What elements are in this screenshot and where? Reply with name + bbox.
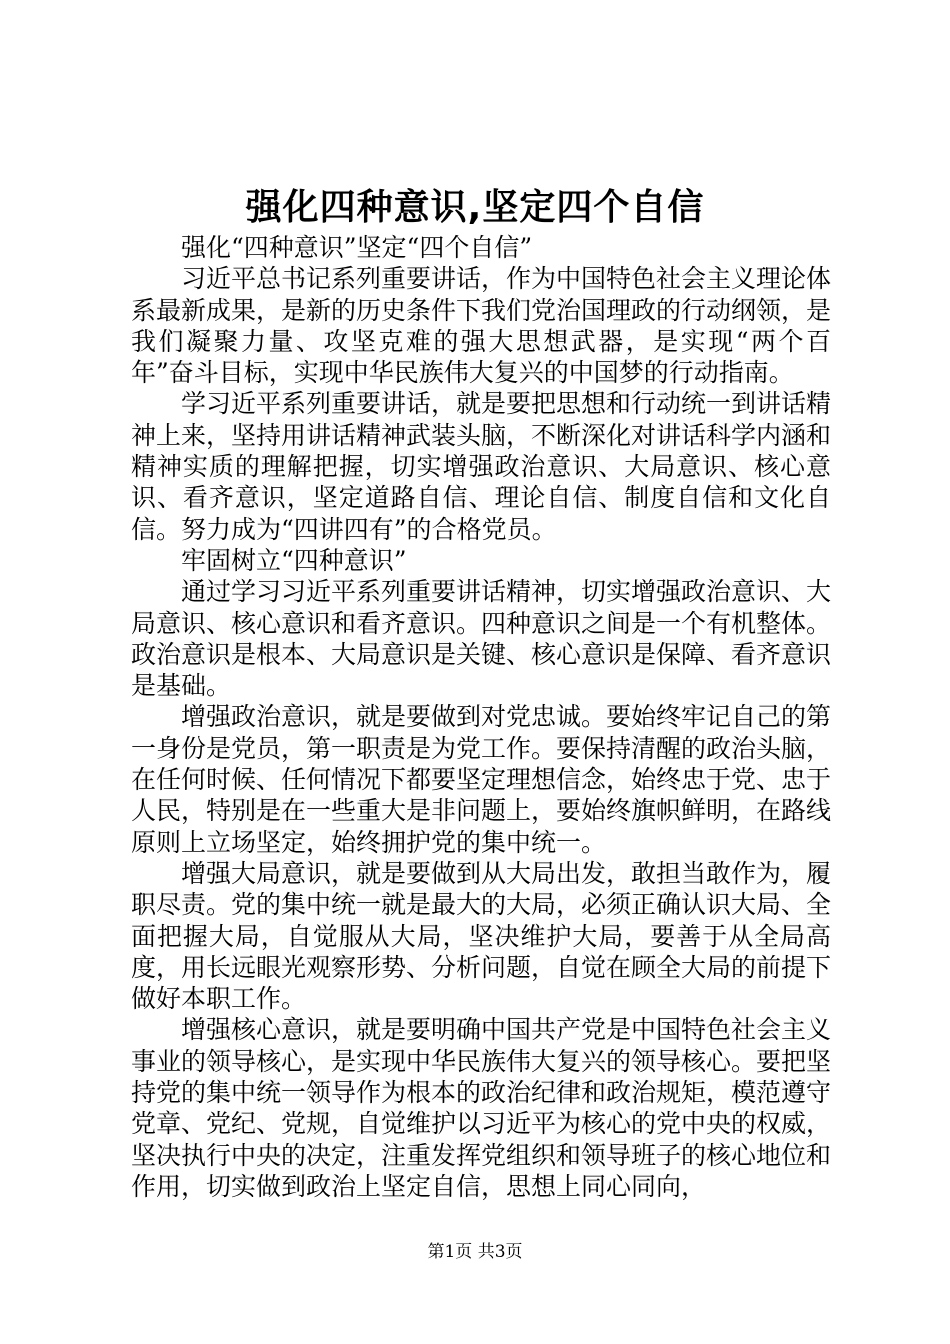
- paragraph: 习近平总书记系列重要讲话，作为中国特色社会主义理论体系最新成果，是新的历史条件下我们党治国理政的行动纲领，是我们凝聚力量、攻坚克难的强大思想武器，是实现“两个百年”奋斗目标，实现中华民族伟大复兴的中国梦的行动指南。: [131, 264, 832, 388]
- paragraph: 通过学习习近平系列重要讲话精神，切实增强政治意识、大局意识、核心意识和看齐意识。四种意识之间是一个有机整体。政治意识是根本、大局意识是关键、核心意识是保障、看齐意识是基础。: [131, 577, 832, 701]
- document-title: 强化四种意识,坚定四个自信: [245, 187, 705, 228]
- paragraph: 增强核心意识，就是要明确中国共产党是中国特色社会主义事业的领导核心，是实现中华民族伟大复兴的领导核心。要把坚持党的集中统一领导作为根本的政治纪律和政治规矩，模范遵守党章、党纪、党规，自觉维护以习近平为核心的党中央的权威，坚决执行中央的决定，注重发挥党组织和领导班子的核心地位和作用，切实做到政治上坚定自信，思想上同心同向，: [131, 1015, 832, 1201]
- paragraph: 增强政治意识，就是要做到对党忠诚。要始终牢记自己的第一身份是党员，第一职责是为党工作。要保持清醒的政治头脑，在任何时候、任何情况下都要坚定理想信念，始终忠于党、忠于人民，特别是在一些重大是非问题上，要始终旗帜鲜明，在路线原则上立场坚定，始终拥护党的集中统一。: [131, 702, 832, 857]
- paragraph-heading: 牢固树立“四种意识”: [181, 545, 407, 575]
- page-footer: 第1页 共3页: [427, 1242, 523, 1262]
- document-body: [131, 232, 831, 1202]
- paragraph: 增强大局意识，就是要做到从大局出发，敢担当敢作为，履职尽责。党的集中统一就是最大的大局，必须正确认识大局、全面把握大局，自觉服从大局，坚决维护大局，要善于从全局高度，用长远眼光观察形势、分析问题，自觉在顾全大局的前提下做好本职工作。: [131, 858, 832, 1014]
- paragraph-subtitle: 强化“四种意识”坚定“四个自信”: [181, 233, 533, 262]
- paragraph: 学习近平系列重要讲话，就是要把思想和行动统一到讲话精神上来，坚持用讲话精神武装头脑，不断深化对讲话科学内涵和精神实质的理解把握，切实增强政治意识、大局意识、核心意识、看齐意识，坚定道路自信、理论自信、制度自信和文化自信。努力成为“四讲四有”的合格党员。: [131, 389, 832, 544]
